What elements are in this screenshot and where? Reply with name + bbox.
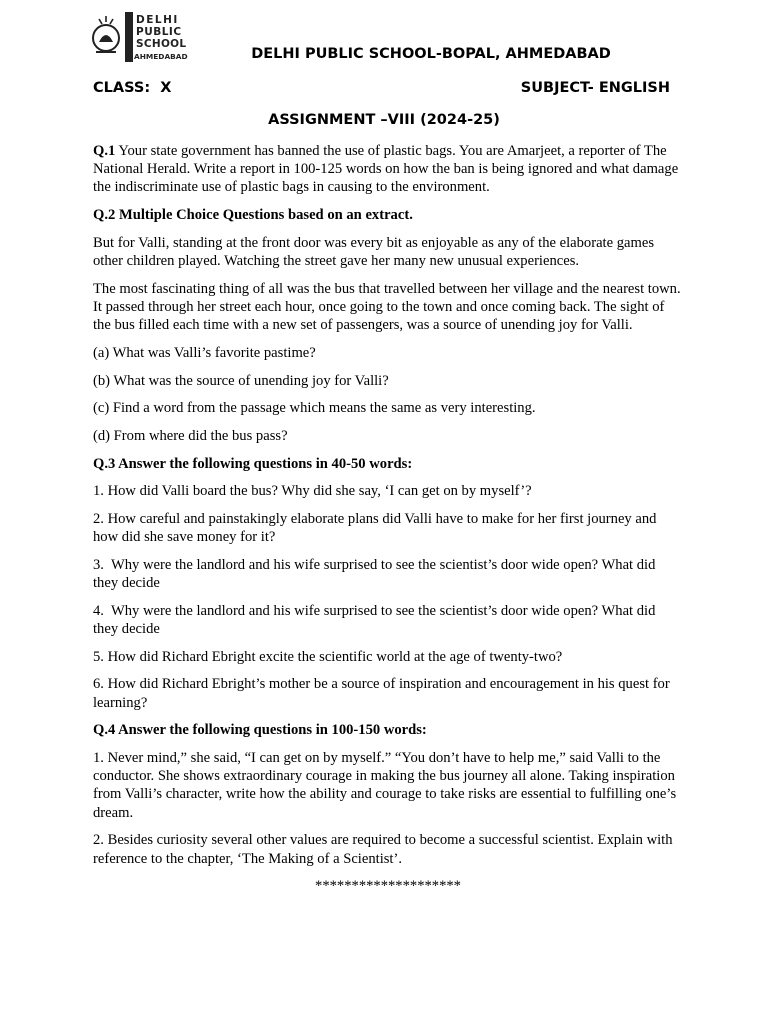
mcq-item-a: (a) What was Valli’s favorite pastime? [93, 344, 316, 361]
question-4-heading-text: Q.4 Answer the following questions in 100-150 words: [93, 722, 427, 739]
end-stars-divider: ******************** [315, 878, 461, 895]
short-question-4: 4. Why were the landlord and his wife surprised to see the scientist’s door wide open? What did they decide [93, 602, 660, 638]
short-question-2: 2. How careful and painstakingly elaborate plans did Valli have to make for her first journey and how did she save money for it? [93, 511, 657, 546]
subject-label: SUBJECT- ENGLISH [520, 80, 670, 96]
long-question-1: 1. Never mind,” she said, “I can get on by myself.” “You don’t have to help me,” said Valli to the conductor. She shows extraordinary courage in making the bus journey all alone. Taking inspiration from Valli’s character, write how the ability and courage to take risks are essential to fulfilling one’s dream. [93, 750, 677, 821]
assignment-body [93, 142, 683, 905]
short-question-5: 5. How did Richard Ebright excite the scientific world at the age of twenty-two? [93, 648, 563, 665]
class-label: CLASS: X [93, 80, 172, 96]
extract-paragraph-2: The most fascinating thing of all was the bus that travelled between her village and the nearest town. It passed through her street each hour, once going to the town and once coming back. The sight of the bus filled each time with a new set of passengers, was a source of unending joy for Valli. [93, 280, 681, 334]
question-1-number: Q.1 [93, 143, 116, 159]
question-2-heading [93, 206, 683, 224]
logo-line-delhi: DELHI [136, 14, 179, 26]
short-question-3: 3. Why were the landlord and his wife surprised to see the scientist’s door wide open? What did they decide [93, 556, 660, 592]
question-3-heading-text: Q.3 Answer the following questions in 40-50 words: [93, 455, 413, 472]
mcq-item-c: (c) Find a word from the passage which means the same as very interesting. [93, 400, 536, 417]
question-1 [93, 142, 683, 197]
assignment-title: ASSIGNMENT –VIII (2024-25) [268, 112, 500, 128]
question-1-text: Your state government has banned the use of plastic bags. You are Amarjeet, a reporter of The National Herald. Write a report in 100-125 words on how the ban is being ignored and what damage the indiscriminate use of plastic bags in causing to the environment. [93, 143, 679, 196]
mcq-item-d: (d) From where did the bus pass? [93, 427, 288, 444]
logo-line-ahmedabad: AHMEDABAD [134, 52, 188, 61]
logo-line-public: PUBLIC [136, 26, 182, 38]
short-question-1: 1. How did Valli board the bus? Why did she say, ‘I can get on by myself’? [93, 483, 532, 500]
question-4-heading [93, 721, 683, 739]
school-name-heading: DELHI PUBLIC SCHOOL-BOPAL, AHMEDABAD [251, 46, 611, 62]
long-question-2: 2. Besides curiosity several other values are required to become a successful scientist. Explain with reference to the chapter, ‘The Making of a Scientist’. [93, 832, 673, 867]
short-question-6: 6. How did Richard Ebright’s mother be a source of inspiration and encouragement in his quest for learning? [93, 676, 670, 711]
question-3-heading [93, 455, 683, 473]
logo-line-school: SCHOOL [136, 38, 187, 50]
extract-paragraph-1: But for Valli, standing at the front door was every bit as enjoyable as any of the elaborate games other children played. Watching the street gave her many new unusual experiences. [93, 234, 655, 270]
question-2-heading-text: Q.2 Multiple Choice Questions based on an extract. [93, 207, 413, 224]
mcq-item-b: (b) What was the source of unending joy for Valli? [93, 372, 389, 389]
